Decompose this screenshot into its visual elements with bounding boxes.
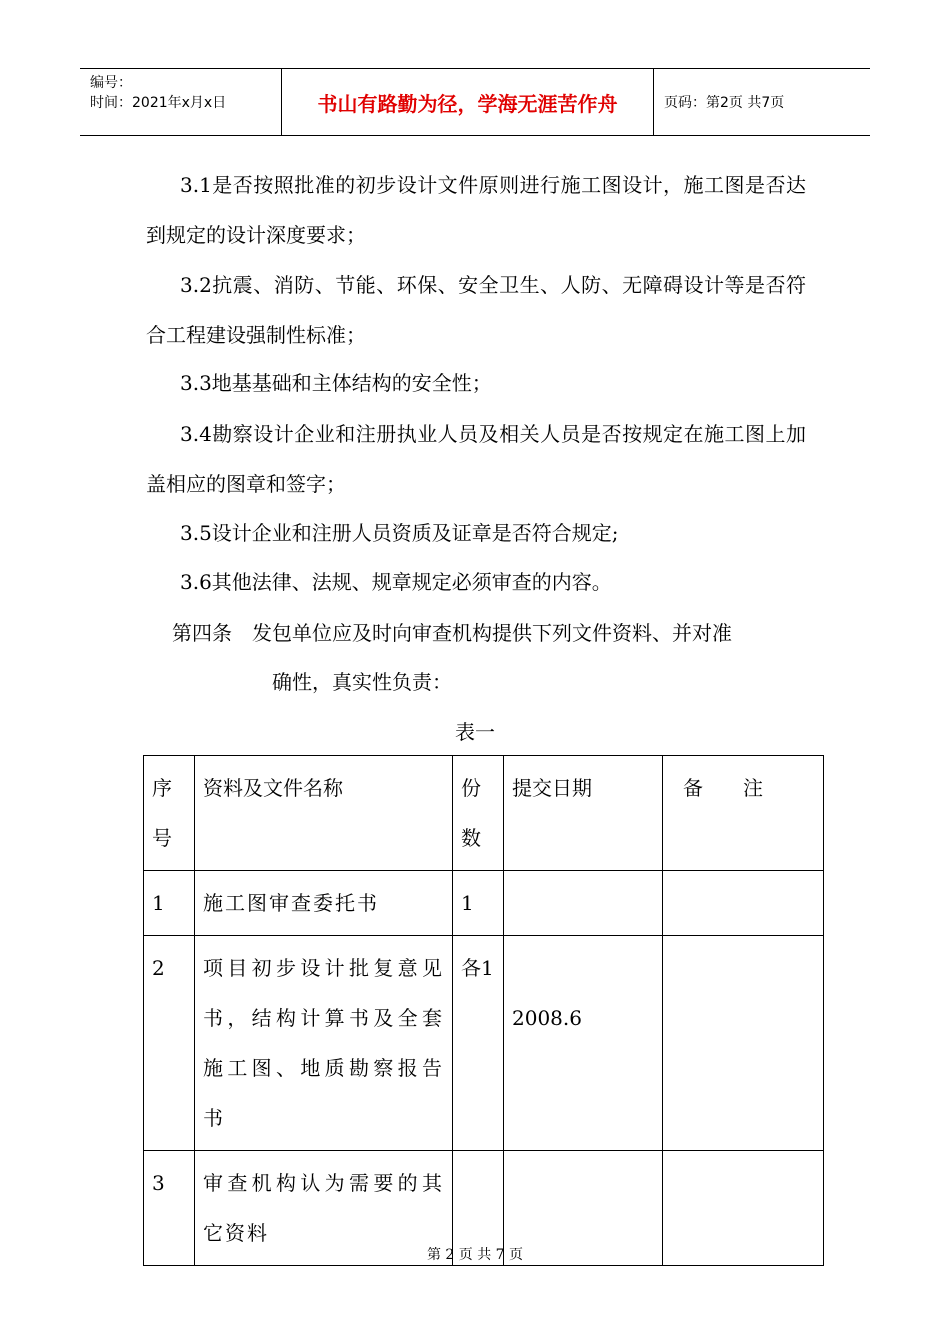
table-header-row [144,756,824,871]
row-no: 2 [144,936,195,1151]
article-4-line2: 确性，真实性负责： [272,670,452,694]
row-name: 施工图审查委托书 [195,871,453,936]
header-motto: 书山有路勤为径，学海无涯苦作舟 [282,69,654,135]
table-row [144,936,824,1151]
row-remark [663,936,824,1151]
header-count: 份数 [453,756,504,871]
clause-3-3: 3.3地基基础和主体结构的安全性； [180,371,492,395]
page-footer: 第 2 页 共 7 页 [426,1247,524,1263]
clause-3-2: 3.2抗震、消防、节能、环保、安全卫生、人防、无障碍设计等是否符合工程建设强制性标准； [146,273,806,347]
row-no: 3 [144,1151,195,1266]
clause-3-1: 3.1是否按照批准的初步设计文件原则进行施工图设计，施工图是否达到规定的设计深度要求； [146,173,806,247]
header-time-label: 时间：2021年x月x日 [90,95,227,111]
article-4-line1: 第四条 发包单位应及时向审查机构提供下列文件资料、并对准 [172,621,732,645]
table-caption: 表一 [455,720,495,744]
header-page-label: 页码：第2页 共7页 [664,95,785,111]
row-date: 2008.6 [504,936,663,1151]
header-remark: 备 注 [663,756,824,871]
row-count: 1 [453,871,504,936]
header-meta [80,69,282,135]
row-name: 审查机构认为需要的其它资料 [195,1151,453,1266]
row-name: 项目初步设计批复意见书，结构计算书及全套施工图、地质勘察报告书 [195,936,453,1151]
header-no: 序号 [144,756,195,871]
clause-3-5: 3.5设计企业和注册人员资质及证章是否符合规定; [180,521,619,545]
header-number-label: 编号： [90,75,132,91]
clause-3-6: 3.6其他法律、法规、规章规定必须审查的内容。 [180,570,612,594]
page-header [80,68,870,136]
row-no: 1 [144,871,195,936]
header-name: 资料及文件名称 [195,756,453,871]
row-remark [663,871,824,936]
header-date: 提交日期 [504,756,663,871]
documents-table [143,755,824,1266]
row-count: 各1 [453,936,504,1151]
table-row [144,871,824,936]
row-date [504,871,663,936]
clause-3-4: 3.4勘察设计企业和注册执业人员及相关人员是否按规定在施工图上加盖相应的图章和签字； [146,422,806,496]
